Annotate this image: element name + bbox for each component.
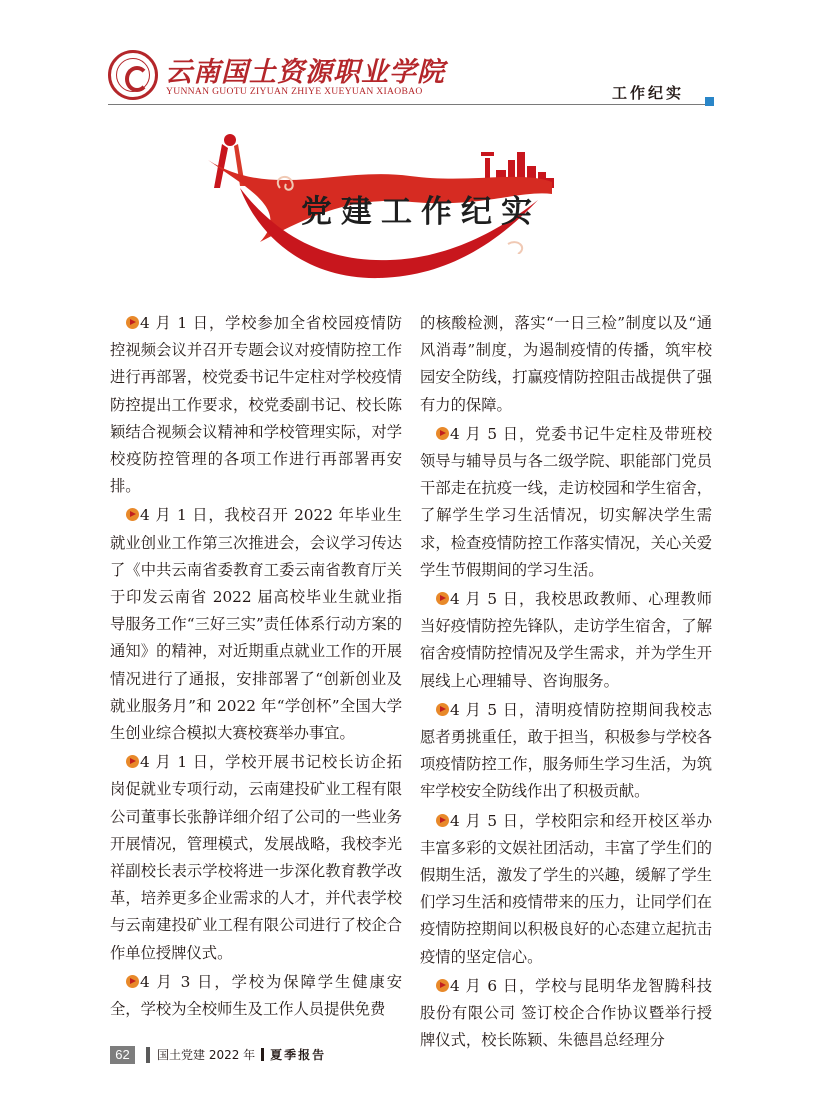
paragraph-p1 xyxy=(110,310,402,500)
left-column xyxy=(110,310,402,1025)
paragraph-p5 xyxy=(420,421,712,584)
publication-name: 国土党建 2022 年 xyxy=(157,1048,256,1062)
paragraph-text: 4 月 1 日，学校参加全省校园疫情防控视频会议并召开专题会议对疫情防控工作进行再部署，校党委书记牛定柱对学校疫情防控提出工作要求，校党委副书记、校长陈颖结合视频会议精神和学校管理实际，对学校疫防控管理的各项工作进行再部署再安排。 xyxy=(110,314,402,496)
paragraph-p6 xyxy=(420,586,712,695)
bullet-arrow-icon xyxy=(436,814,449,827)
footer-separator xyxy=(261,1048,264,1061)
paragraph-text: 4 月 1 日，我校召开 2022 年毕业生就业创业工作第三次推进会，会议学习传达了《中共云南省委教育工委云南省教育厅关于印发云南省 2022 届高校毕业生就业指导服务工作“三好三实”责任体系行动方案的通知》的精神，对近期重点就业工作的开展情况进行了通报，安排部署了“创新创业及就业服务月”和 2022 年“学创杯”全国大学生创业综合模拟大赛校赛举办事宜。 xyxy=(110,506,402,743)
bullet-arrow-icon xyxy=(126,316,139,329)
school-name: 云南国土资源职业学院 xyxy=(165,57,445,88)
paragraph-text: 4 月 5 日，清明疫情防控期间我校志愿者勇挑重任，敢于担当，积极参与学校各项疫情防控工作，服务师生学习生活，为筑牢学校安全防线作出了积极贡献。 xyxy=(420,700,712,801)
bullet-arrow-icon xyxy=(126,755,139,768)
bullet-arrow-icon xyxy=(436,979,449,992)
page-header xyxy=(0,0,828,112)
right-column xyxy=(420,310,712,1056)
section-label: 工作纪实 xyxy=(612,84,685,102)
paragraph-text: 4 月 6 日，学校与昆明华龙智腾科技股份有限公司 签订校企合作协议暨举行授牌仪式，校长陈颖、朱德昌总经理分 xyxy=(420,976,712,1050)
section-marker-icon xyxy=(705,97,714,106)
page-number: 62 xyxy=(110,1046,135,1064)
bullet-arrow-icon xyxy=(126,975,139,988)
paragraph-p2 xyxy=(110,502,402,747)
bullet-arrow-icon xyxy=(436,427,449,440)
header-rule xyxy=(108,104,713,105)
footer-publication xyxy=(157,1046,326,1064)
decor-lines xyxy=(490,254,526,271)
paragraph-p7 xyxy=(420,697,712,806)
school-seal-logo xyxy=(108,50,158,100)
footer-divider xyxy=(146,1047,150,1063)
paragraph-p4b xyxy=(420,310,712,419)
paragraph-text: 4 月 5 日，党委书记牛定柱及带班校领导与辅导员与各二级学院、职能部门党员干部走在抗疫一线，走访校园和学生宿舍，了解学生学习生活情况，切实解决学生需求，检查疫情防控工作落实情况，关心关爱学生节假期间的学习生活。 xyxy=(420,424,712,579)
bullet-arrow-icon xyxy=(126,508,139,521)
paragraph-p9 xyxy=(420,973,712,1055)
school-pinyin: YUNNAN GUOTU ZIYUAN ZHIYE XUEYUAN XIAOBAO xyxy=(166,86,423,97)
paragraph-p3 xyxy=(110,749,402,967)
paragraph-text: 4 月 5 日，我校思政教师、心理教师当好疫情防控先锋队，走访学生宿舍，了解宿舍疫情防控情况及学生需求，并为学生开展线上心理辅导、咨询服务。 xyxy=(420,590,712,690)
paragraph-text: 的核酸检测，落实“一日三检”制度以及“通风消毒”制度，为遏制疫情的传播，筑牢校园安全防线，打赢疫情防控阻击战提供了强有力的保障。 xyxy=(420,314,712,414)
paragraph-p4 xyxy=(110,969,402,1023)
paragraph-text: 4 月 3 日，学校为保障学生健康安全，学校为全校师生及工作人员提供免费 xyxy=(110,972,402,1019)
report-name: 夏季报告 xyxy=(270,1048,327,1062)
paragraph-p8 xyxy=(420,808,712,971)
bullet-arrow-icon xyxy=(436,592,449,605)
banner-title: 党建工作纪实 xyxy=(301,194,541,230)
paragraph-text: 4 月 5 日，学校阳宗和经开校区举办丰富多彩的文娱社团活动，丰富了学生们的假期生活，激发了学生的兴趣，缓解了学生们学习生活和疫情带来的压力，让同学们在疫情防控期间以积极良好的心态建立起抗击疫情的坚定信心。 xyxy=(420,811,712,966)
paragraph-text: 4 月 1 日，学校开展书记校长访企拓岗促就业专项行动，云南建投矿业工程有限公司董事长张静详细介绍了公司的一些业务开展情况，管理模式，发展战略，我校李光祥副校长表示学校将进一步深化教育教学改革，培养更多企业需求的人才，并代表学校与云南建投矿业工程有限公司进行了校企合作单位授牌仪式。 xyxy=(110,753,402,962)
bullet-arrow-icon xyxy=(436,703,449,716)
